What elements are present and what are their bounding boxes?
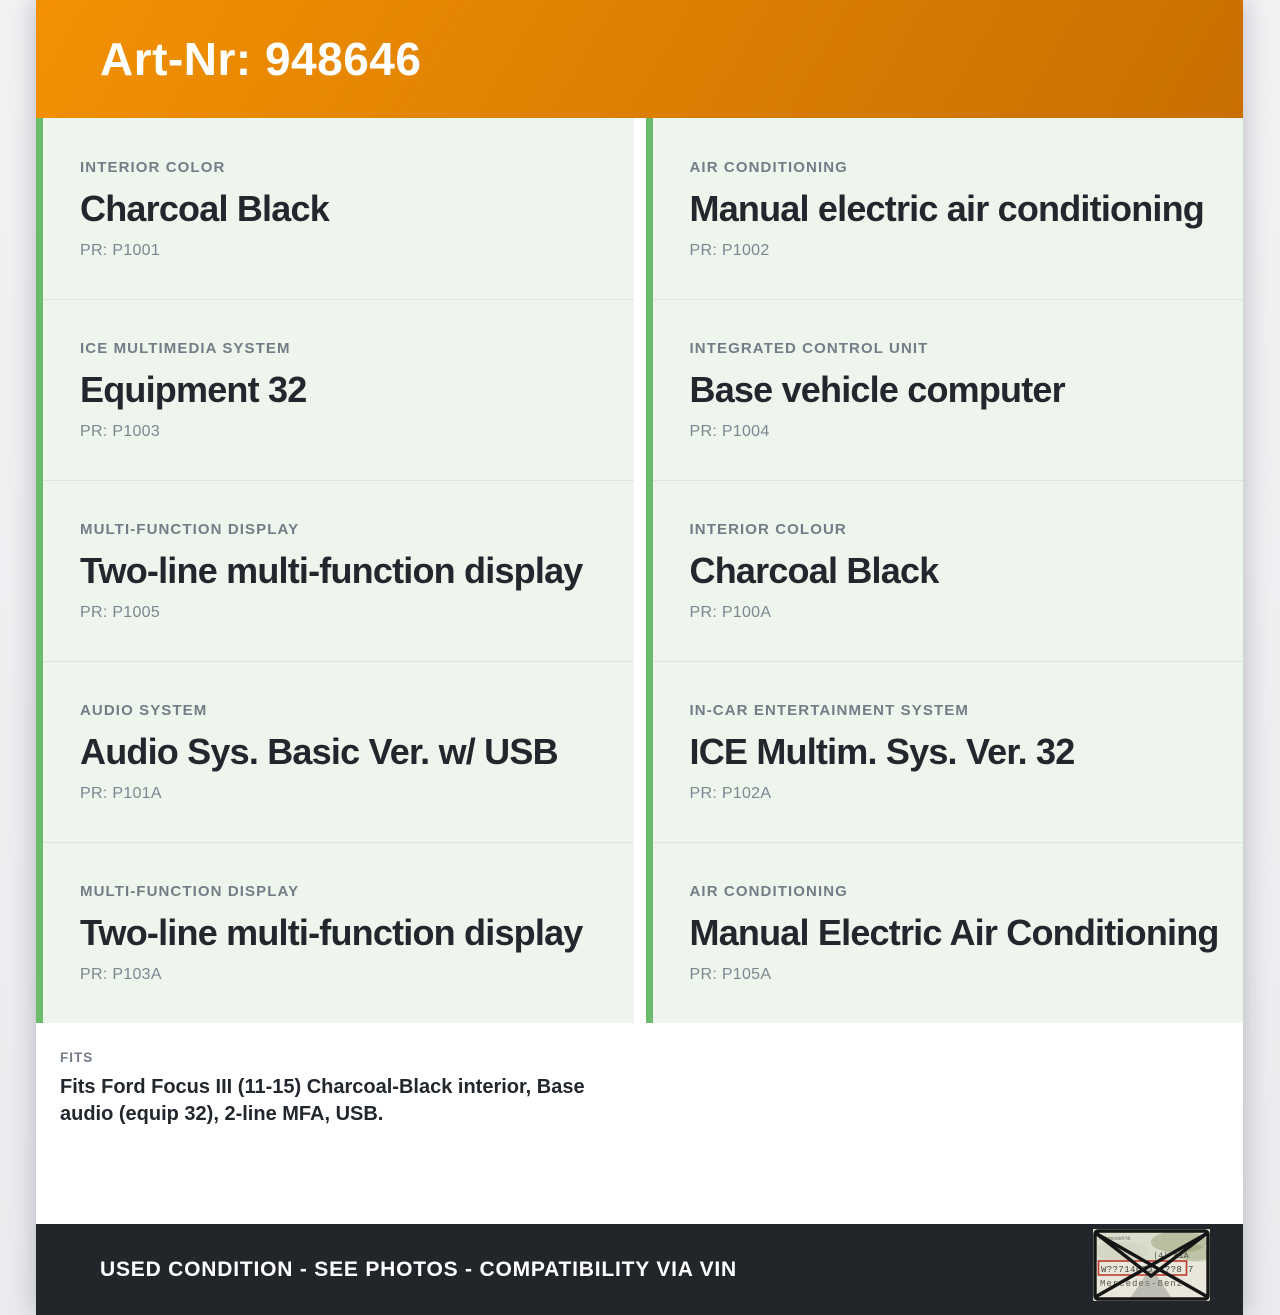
spec-card-title: Two-line multi-function display [80,912,583,953]
spec-card-label: INTERIOR COLOR [80,159,226,176]
fits-label: FITS [60,1050,94,1065]
spec-card-title: Equipment 32 [80,369,307,410]
spec-card-pr-code: PR: P102A [689,785,772,802]
spec-column-right [646,118,1244,1224]
spec-card-title: Charcoal Black [80,188,329,229]
spec-grid [36,118,1243,1224]
spec-card-pr-code: PR: P1001 [80,242,161,259]
spec-card-label: MULTI-FUNCTION DISPLAY [80,883,300,900]
spec-card-pr-code: PR: P105A [689,966,772,983]
vin-text: W??71463J31??8 7 [1101,1265,1194,1275]
document-field-label: Fahrgestell-Nr. [1099,1236,1132,1242]
spec-card-air-conditioning-1 [646,118,1244,299]
document-row-text: |4| AiA [1153,1251,1189,1261]
spec-card-air-conditioning-2 [646,842,1244,1023]
spec-card-pr-code: PR: P1002 [689,242,770,259]
spec-card-ice-entertainment [646,661,1244,842]
condition-note: USED CONDITION - SEE PHOTOS - COMPATIBILITY VIA VIN [100,1257,738,1281]
spec-card-audio-system [36,661,634,842]
spec-card-control-unit [646,299,1244,480]
spec-card-title: Manual electric air conditioning [689,188,1204,229]
spec-card-title: ICE Multim. Sys. Ver. 32 [689,731,1075,772]
fits-description: Fits Ford Focus III (11-15) Charcoal-Black interior, Base audio (equip 32), 2-line MFA, USB. [60,1076,585,1125]
article-page [36,0,1243,1315]
spec-card-pr-code: PR: P1004 [689,423,770,440]
spec-card-ice-multimedia [36,299,634,480]
spec-card-label: AIR CONDITIONING [689,883,848,900]
brand-text: Mercedes-Benz [1100,1279,1184,1289]
spec-card-title: Manual Electric Air Conditioning [689,912,1219,953]
spec-card-title: Two-line multi-function display [80,550,583,591]
fits-section [36,1023,634,1148]
spec-card-label: ICE MULTIMEDIA SYSTEM [80,340,291,357]
spec-card-title: Audio Sys. Basic Ver. w/ USB [80,731,558,772]
spec-card-title: Base vehicle computer [689,369,1065,410]
spec-card-title: Charcoal Black [689,550,939,591]
spec-card-label: AUDIO SYSTEM [80,702,208,719]
spec-card-mfd-1 [36,480,634,661]
article-number-title: Art-Nr: 948646 [100,33,422,85]
vin-document-photo [1093,1229,1210,1301]
spec-card-label: INTEGRATED CONTROL UNIT [689,340,929,357]
spec-card-label: IN-CAR ENTERTAINMENT SYSTEM [689,702,969,719]
spec-card-pr-code: PR: P103A [80,966,162,983]
spec-card-mfd-2 [36,842,634,1023]
spec-card-label: AIR CONDITIONING [689,159,848,176]
spec-card-pr-code: PR: P101A [80,785,162,802]
spec-card-label: MULTI-FUNCTION DISPLAY [80,521,300,538]
spec-card-label: INTERIOR COLOUR [689,521,847,538]
spec-card-pr-code: PR: P100A [689,604,772,621]
spec-card-pr-code: PR: P1005 [80,604,161,621]
spec-column-left [36,118,634,1224]
footer-bar [36,1224,1243,1315]
article-header [36,0,1243,118]
spec-card-pr-code: PR: P1003 [80,423,161,440]
spec-card-interior-colour [646,480,1244,661]
spec-card-interior-color [36,118,634,299]
